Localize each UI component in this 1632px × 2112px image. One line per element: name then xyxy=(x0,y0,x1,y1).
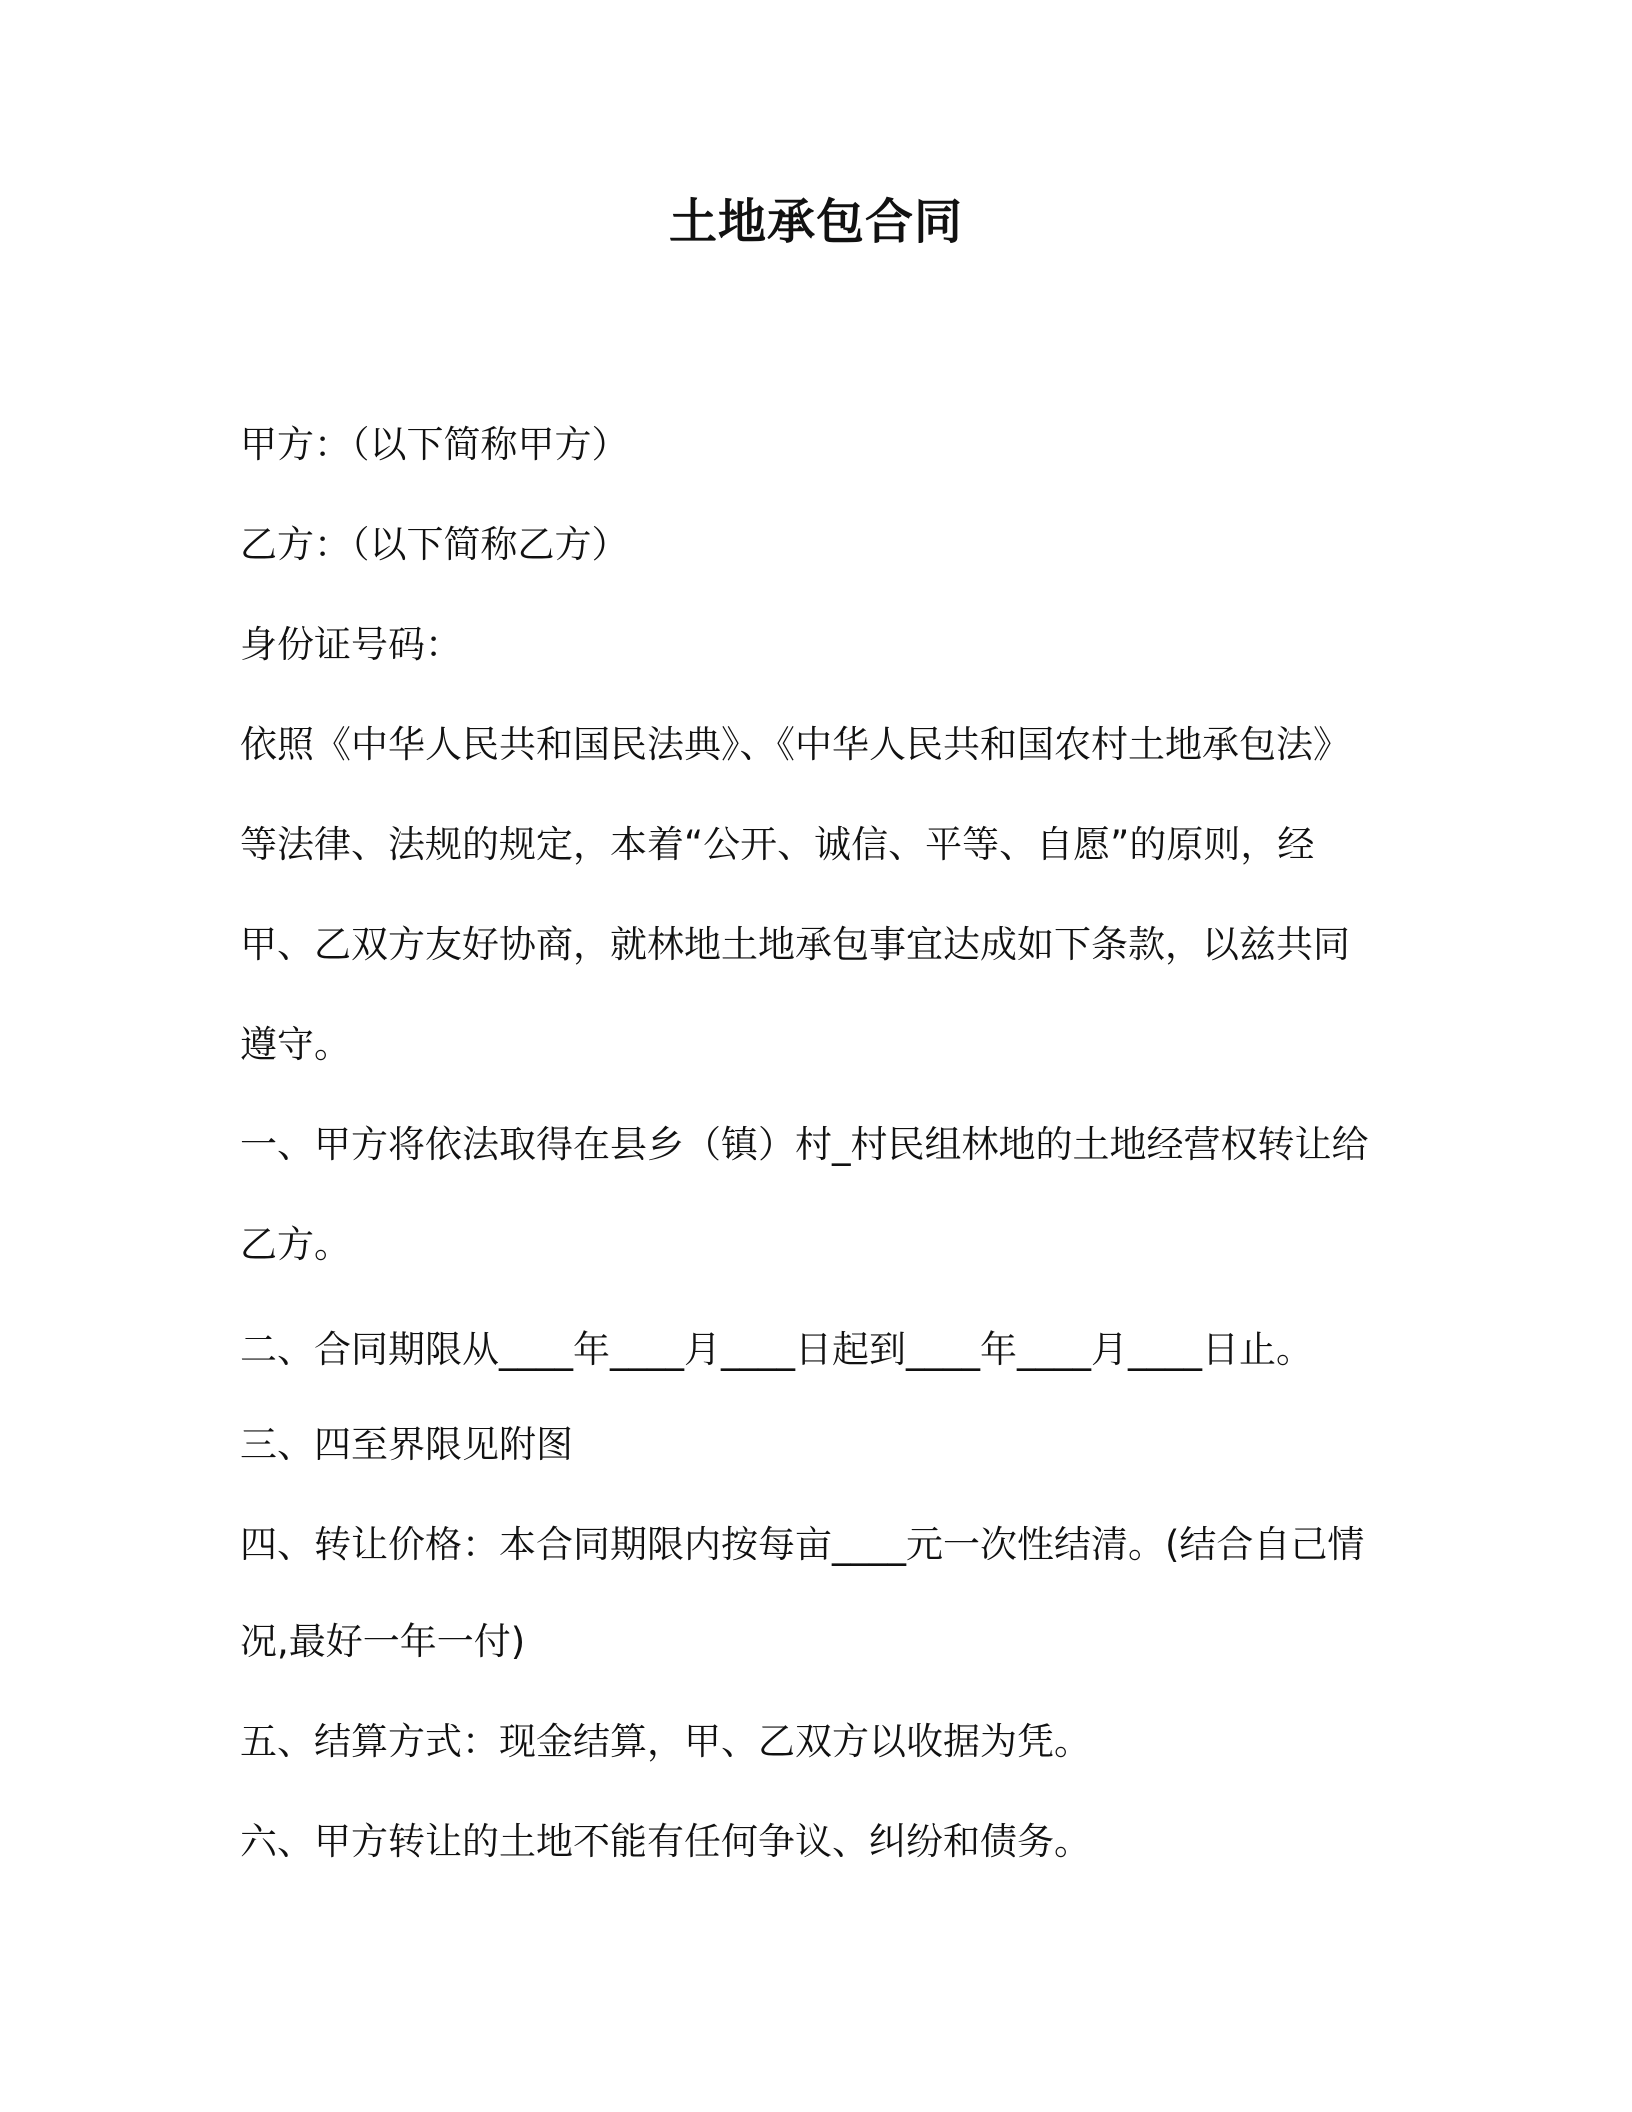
preamble-line-2: 等法律、法规的规定，本着“公开、诚信、平等、自愿”的原则，经 xyxy=(240,823,1315,866)
party-a-line: 甲方：（以下简称甲方） xyxy=(240,423,629,466)
preamble-line-4: 遵守。 xyxy=(240,1023,351,1066)
preamble-line-3: 甲、乙双方友好协商，就林地土地承包事宜达成如下条款，以兹共同 xyxy=(240,923,1350,966)
preamble-line-1: 依照《中华人民共和国民法典》、《中华人民共和国农村土地承包法》 xyxy=(240,723,1350,766)
clause-1-line-2: 乙方。 xyxy=(240,1223,351,1266)
id-number-line: 身份证号码： xyxy=(240,623,462,666)
clause-3-line: 三、四至界限见附图 xyxy=(240,1423,573,1466)
clause-4-line-2: 况,最好一年一付) xyxy=(240,1620,526,1663)
clause-1-line-1: 一、甲方将依法取得在县乡（镇）村_村民组林地的土地经营权转让给 xyxy=(240,1123,1369,1166)
clause-6-line: 六、甲方转让的土地不能有任何争议、纠纷和债务。 xyxy=(240,1820,1091,1863)
document-title: 土地承包合同 xyxy=(668,194,963,250)
clause-5-line: 五、结算方式：现金结算，甲、乙双方以收据为凭。 xyxy=(240,1720,1091,1763)
clause-2-line: 二、合同期限从____年____月____日起到____年____月____日止。 xyxy=(240,1328,1313,1371)
clause-4-line-1: 四、转让价格：本合同期限内按每亩____元一次性结清。(结合自己情 xyxy=(240,1523,1365,1566)
party-b-line: 乙方：（以下简称乙方） xyxy=(240,523,629,566)
